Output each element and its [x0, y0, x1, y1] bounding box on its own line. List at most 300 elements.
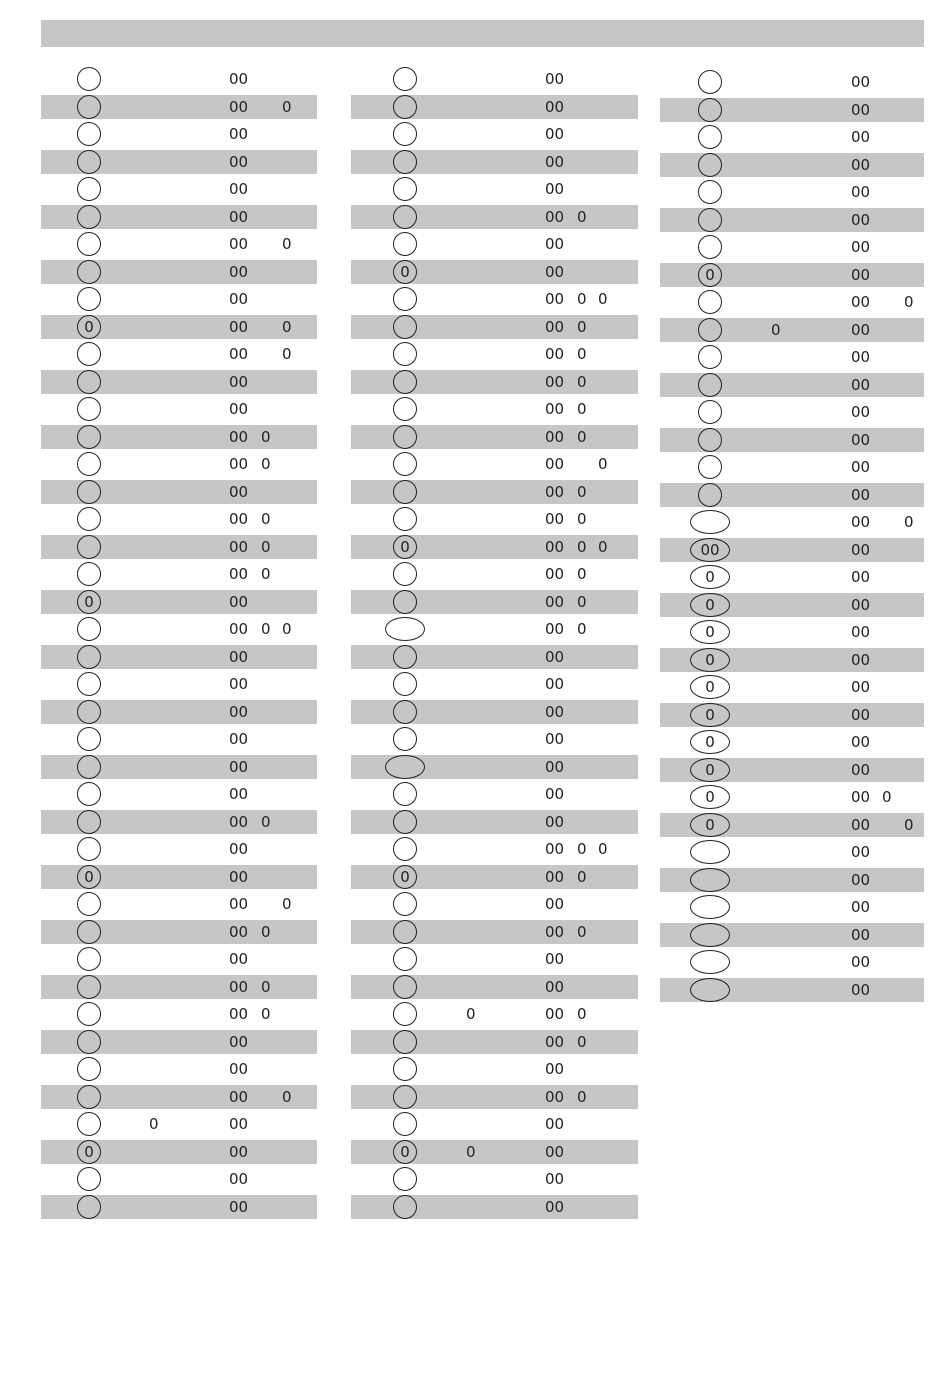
- table-row: [351, 1085, 638, 1110]
- row-code: 00: [545, 867, 565, 886]
- table-row: [660, 703, 924, 728]
- answer-bubble[interactable]: [698, 70, 722, 94]
- answer-bubble[interactable]: [393, 782, 417, 806]
- row-code: 00: [229, 372, 249, 391]
- answer-bubble[interactable]: [393, 205, 417, 229]
- answer-bubble[interactable]: [393, 480, 417, 504]
- row-code: 00: [229, 455, 249, 473]
- table-row: [351, 260, 638, 285]
- extra-mark-1: 0: [577, 867, 587, 886]
- row-code: 00: [545, 647, 565, 666]
- table-row: [41, 315, 317, 340]
- answer-bubble[interactable]: [77, 920, 101, 944]
- answer-bubble[interactable]: [393, 810, 417, 834]
- bubble-label: 0: [705, 265, 715, 284]
- extra-mark-1: 0: [577, 565, 587, 583]
- answer-bubble[interactable]: [393, 1030, 417, 1054]
- answer-bubble[interactable]: [385, 617, 425, 641]
- extra-mark-1: 0: [577, 1032, 587, 1051]
- table-row: [660, 98, 924, 123]
- row-code: 00: [851, 678, 871, 696]
- row-code: 00: [545, 812, 565, 831]
- answer-bubble[interactable]: [698, 428, 722, 452]
- row-code: 00: [545, 1170, 565, 1188]
- answer-bubble[interactable]: [698, 235, 722, 259]
- row-code: 00: [851, 705, 871, 724]
- bubble-label: 0: [84, 867, 94, 886]
- table-row: [351, 507, 638, 532]
- row-code: 00: [229, 1087, 249, 1106]
- answer-bubble[interactable]: [77, 315, 101, 339]
- answer-bubble[interactable]: [77, 535, 101, 559]
- answer-bubble[interactable]: [393, 452, 417, 476]
- answer-bubble[interactable]: [393, 590, 417, 614]
- answer-bubble[interactable]: [698, 290, 722, 314]
- table-row: [660, 400, 924, 425]
- table-row: [660, 593, 924, 618]
- table-row: [41, 480, 317, 505]
- answer-bubble[interactable]: [393, 562, 417, 586]
- answer-bubble[interactable]: [77, 425, 101, 449]
- table-row: [660, 813, 924, 838]
- table-row: [41, 205, 317, 230]
- answer-bubble[interactable]: [393, 67, 417, 91]
- answer-bubble[interactable]: [393, 122, 417, 146]
- table-row: [41, 67, 317, 92]
- row-code: 00: [229, 510, 249, 528]
- answer-bubble[interactable]: [77, 672, 101, 696]
- answer-bubble[interactable]: [393, 370, 417, 394]
- answer-bubble[interactable]: [690, 923, 730, 947]
- answer-bubble[interactable]: [77, 975, 101, 999]
- table-row: [660, 840, 924, 865]
- table-row: [351, 590, 638, 615]
- answer-bubble[interactable]: [77, 287, 101, 311]
- answer-bubble[interactable]: [77, 122, 101, 146]
- answer-bubble[interactable]: [393, 1167, 417, 1191]
- row-code: 00: [545, 757, 565, 776]
- table-row: [41, 232, 317, 257]
- table-row: [660, 318, 924, 343]
- answer-bubble[interactable]: [393, 397, 417, 421]
- extra-mark-2: 0: [598, 840, 608, 858]
- row-code: 00: [851, 183, 871, 201]
- row-code: 00: [851, 540, 871, 559]
- extra-mark-1: 0: [577, 345, 587, 363]
- bubble-label: 0: [705, 678, 715, 696]
- row-code: 00: [229, 840, 249, 858]
- extra-mark-1: 0: [261, 565, 271, 583]
- table-row: [351, 287, 638, 312]
- extra-mark-2: 0: [282, 620, 292, 638]
- row-code: 00: [545, 345, 565, 363]
- answer-bubble[interactable]: [77, 232, 101, 256]
- answer-bubble[interactable]: [77, 837, 101, 861]
- bubble-label: 0: [705, 815, 715, 834]
- table-row: [41, 590, 317, 615]
- row-code: 00: [229, 207, 249, 226]
- answer-bubble[interactable]: [77, 150, 101, 174]
- column-2: [351, 67, 638, 1222]
- row-code: 00: [851, 210, 871, 229]
- table-row: [41, 617, 317, 642]
- answer-bubble[interactable]: [393, 425, 417, 449]
- answer-bubble[interactable]: [77, 370, 101, 394]
- row-code: 00: [229, 125, 249, 143]
- extra-mark-1: 0: [577, 482, 587, 501]
- extra-mark-2: 0: [282, 345, 292, 363]
- answer-bubble[interactable]: [77, 397, 101, 421]
- answer-bubble[interactable]: [77, 95, 101, 119]
- extra-mark-2: 0: [282, 317, 292, 336]
- extra-mark-1: 0: [261, 537, 271, 556]
- table-row: [41, 1030, 317, 1055]
- answer-bubble[interactable]: [690, 703, 730, 727]
- answer-bubble[interactable]: [77, 1030, 101, 1054]
- answer-bubble[interactable]: [77, 645, 101, 669]
- answer-bubble[interactable]: [77, 1085, 101, 1109]
- extra-mark-1: 0: [577, 537, 587, 556]
- answer-bubble[interactable]: [690, 950, 730, 974]
- row-code: 00: [229, 1142, 249, 1161]
- row-code: 00: [851, 265, 871, 284]
- table-row: [351, 1057, 638, 1082]
- row-code: 00: [229, 290, 249, 308]
- answer-bubble[interactable]: [690, 840, 730, 864]
- bubble-label: 0: [84, 317, 94, 336]
- extra-mark-1: 0: [261, 1005, 271, 1023]
- row-code: 00: [229, 1115, 249, 1133]
- table-row: [351, 1030, 638, 1055]
- answer-bubble[interactable]: [393, 1195, 417, 1219]
- answer-bubble[interactable]: [690, 868, 730, 892]
- answer-bubble[interactable]: [393, 892, 417, 916]
- answer-bubble[interactable]: [393, 315, 417, 339]
- table-row: [41, 150, 317, 175]
- row-code: 00: [851, 320, 871, 339]
- answer-bubble[interactable]: [393, 1112, 417, 1136]
- answer-bubble[interactable]: [690, 730, 730, 754]
- answer-bubble[interactable]: [393, 535, 417, 559]
- answer-bubble[interactable]: [393, 837, 417, 861]
- row-code: 00: [851, 815, 871, 834]
- answer-bubble[interactable]: [77, 1002, 101, 1026]
- row-code: 00: [851, 403, 871, 421]
- answer-bubble[interactable]: [698, 455, 722, 479]
- answer-bubble[interactable]: [77, 590, 101, 614]
- answer-bubble[interactable]: [77, 342, 101, 366]
- extra-mark-1: 0: [577, 840, 587, 858]
- answer-bubble[interactable]: [698, 318, 722, 342]
- row-code: 00: [851, 375, 871, 394]
- table-row: [41, 755, 317, 780]
- row-code: 00: [229, 812, 249, 831]
- extra-mark-1: 0: [577, 1087, 587, 1106]
- answer-bubble[interactable]: [77, 67, 101, 91]
- table-row: [41, 342, 317, 367]
- row-code: 00: [545, 510, 565, 528]
- table-row: [41, 1002, 317, 1027]
- table-row: [660, 758, 924, 783]
- row-code: 00: [229, 97, 249, 116]
- row-code: 00: [851, 898, 871, 916]
- answer-bubble[interactable]: [77, 452, 101, 476]
- table-row: [351, 810, 638, 835]
- answer-bubble[interactable]: [690, 675, 730, 699]
- table-row: [41, 562, 317, 587]
- table-row: [660, 538, 924, 563]
- answer-bubble[interactable]: [393, 232, 417, 256]
- answer-bubble[interactable]: [698, 153, 722, 177]
- table-row: [351, 232, 638, 257]
- row-code: 00: [545, 427, 565, 446]
- answer-bubble[interactable]: [690, 785, 730, 809]
- row-code: 00: [851, 293, 871, 311]
- row-code: 00: [545, 180, 565, 198]
- table-row: [41, 535, 317, 560]
- answer-bubble[interactable]: [690, 620, 730, 644]
- answer-bubble[interactable]: [690, 758, 730, 782]
- answer-bubble[interactable]: [698, 373, 722, 397]
- bubble-label: 0: [400, 537, 410, 556]
- row-code: 00: [851, 595, 871, 614]
- table-row: [41, 810, 317, 835]
- answer-bubble[interactable]: [77, 1195, 101, 1219]
- table-row: [660, 290, 924, 315]
- table-row: [660, 978, 924, 1003]
- answer-bubble[interactable]: [77, 617, 101, 641]
- row-code: 00: [229, 867, 249, 886]
- row-code: 00: [229, 922, 249, 941]
- table-row: [351, 1002, 638, 1027]
- extra-mark-1: 0: [577, 290, 587, 308]
- row-code: 00: [229, 1060, 249, 1078]
- answer-bubble[interactable]: [393, 645, 417, 669]
- extra-mark-1: 0: [261, 455, 271, 473]
- mid-mark: 0: [466, 1005, 476, 1023]
- answer-bubble[interactable]: [698, 483, 722, 507]
- table-row: [660, 620, 924, 645]
- answer-bubble[interactable]: [393, 975, 417, 999]
- answer-bubble[interactable]: [393, 727, 417, 751]
- row-code: 00: [545, 620, 565, 638]
- answer-bubble[interactable]: [393, 287, 417, 311]
- answer-bubble[interactable]: [698, 98, 722, 122]
- answer-bubble[interactable]: [393, 1002, 417, 1026]
- row-code: 00: [851, 128, 871, 146]
- row-code: 00: [229, 702, 249, 721]
- extra-mark-1: 0: [261, 977, 271, 996]
- answer-bubble[interactable]: [690, 538, 730, 562]
- answer-bubble[interactable]: [698, 180, 722, 204]
- bubble-label: 0: [400, 1142, 410, 1161]
- table-row: [351, 892, 638, 917]
- table-row: [660, 730, 924, 755]
- row-code: 00: [229, 262, 249, 281]
- row-code: 00: [229, 482, 249, 501]
- answer-bubble[interactable]: [393, 95, 417, 119]
- row-code: 00: [545, 1087, 565, 1106]
- answer-bubble[interactable]: [393, 947, 417, 971]
- extra-mark-1: 0: [577, 427, 587, 446]
- answer-bubble[interactable]: [77, 700, 101, 724]
- table-row: [660, 483, 924, 508]
- row-code: 00: [545, 97, 565, 116]
- answer-bubble[interactable]: [77, 727, 101, 751]
- row-code: 00: [229, 180, 249, 198]
- table-row: [660, 70, 924, 95]
- column-3: [660, 70, 924, 1005]
- row-code: 00: [229, 675, 249, 693]
- table-row: [41, 95, 317, 120]
- table-row: [660, 510, 924, 535]
- row-code: 00: [545, 702, 565, 721]
- table-row: [351, 782, 638, 807]
- row-code: 00: [851, 623, 871, 641]
- table-row: [660, 125, 924, 150]
- table-row: [351, 342, 638, 367]
- table-row: [41, 452, 317, 477]
- answer-bubble[interactable]: [393, 1085, 417, 1109]
- answer-bubble[interactable]: [77, 205, 101, 229]
- answer-bubble[interactable]: [77, 1140, 101, 1164]
- answer-bubble[interactable]: [77, 260, 101, 284]
- answer-bubble[interactable]: [393, 342, 417, 366]
- answer-bubble[interactable]: [698, 208, 722, 232]
- row-code: 00: [545, 895, 565, 913]
- row-code: 00: [229, 977, 249, 996]
- answer-bubble[interactable]: [690, 895, 730, 919]
- answer-bubble[interactable]: [393, 507, 417, 531]
- row-code: 00: [545, 1032, 565, 1051]
- table-row: [41, 260, 317, 285]
- answer-bubble[interactable]: [77, 782, 101, 806]
- table-row: [660, 345, 924, 370]
- column-1: [41, 67, 317, 1222]
- mid-mark: 0: [149, 1115, 159, 1133]
- answer-bubble[interactable]: [393, 1057, 417, 1081]
- table-row: [41, 975, 317, 1000]
- answer-bubble[interactable]: [690, 648, 730, 672]
- table-row: [41, 727, 317, 752]
- answer-bubble[interactable]: [393, 1140, 417, 1164]
- table-row: [351, 617, 638, 642]
- table-row: [351, 920, 638, 945]
- row-code: 00: [545, 482, 565, 501]
- row-code: 00: [851, 348, 871, 366]
- answer-bubble[interactable]: [393, 920, 417, 944]
- answer-bubble[interactable]: [77, 755, 101, 779]
- bubble-label: 0: [705, 623, 715, 641]
- row-code: 00: [545, 317, 565, 336]
- extra-mark-1: 0: [577, 372, 587, 391]
- answer-bubble[interactable]: [690, 510, 730, 534]
- row-code: 00: [545, 290, 565, 308]
- answer-bubble[interactable]: [393, 865, 417, 889]
- answer-bubble[interactable]: [77, 1112, 101, 1136]
- row-code: 00: [229, 1005, 249, 1023]
- row-code: 00: [229, 427, 249, 446]
- table-row: [41, 1140, 317, 1165]
- row-code: 00: [229, 785, 249, 803]
- extra-mark-1: 0: [577, 510, 587, 528]
- table-row: [351, 865, 638, 890]
- answer-bubble[interactable]: [77, 562, 101, 586]
- row-code: 00: [545, 950, 565, 968]
- answer-bubble[interactable]: [690, 593, 730, 617]
- answer-bubble[interactable]: [393, 177, 417, 201]
- row-code: 00: [545, 592, 565, 611]
- row-code: 00: [851, 238, 871, 256]
- answer-bubble[interactable]: [698, 125, 722, 149]
- answer-bubble[interactable]: [77, 810, 101, 834]
- table-row: [351, 452, 638, 477]
- row-code: 00: [229, 620, 249, 638]
- row-code: 00: [545, 152, 565, 171]
- answer-bubble[interactable]: [393, 260, 417, 284]
- table-row: [351, 1112, 638, 1137]
- table-row: [41, 122, 317, 147]
- answer-bubble[interactable]: [77, 947, 101, 971]
- answer-bubble[interactable]: [77, 865, 101, 889]
- answer-bubble[interactable]: [77, 1167, 101, 1191]
- table-row: [351, 672, 638, 697]
- bubble-label: 0: [400, 867, 410, 886]
- table-row: [351, 425, 638, 450]
- row-code: 00: [851, 430, 871, 449]
- answer-bubble[interactable]: [77, 177, 101, 201]
- answer-bubble[interactable]: [393, 700, 417, 724]
- row-code: 00: [545, 70, 565, 88]
- table-row: [660, 868, 924, 893]
- table-row: [41, 1057, 317, 1082]
- row-code: 00: [851, 733, 871, 751]
- table-row: [351, 397, 638, 422]
- answer-bubble[interactable]: [690, 565, 730, 589]
- table-row: [660, 208, 924, 233]
- extra-mark-1: 0: [577, 592, 587, 611]
- answer-bubble[interactable]: [77, 1057, 101, 1081]
- answer-bubble[interactable]: [385, 755, 425, 779]
- extra-mark-1: 0: [577, 922, 587, 941]
- bubble-label: 0: [84, 592, 94, 611]
- table-row: [41, 865, 317, 890]
- row-code: 00: [229, 1197, 249, 1216]
- answer-bubble[interactable]: [690, 813, 730, 837]
- answer-bubble[interactable]: [690, 978, 730, 1002]
- extra-mark-1: 0: [261, 510, 271, 528]
- table-row: [351, 975, 638, 1000]
- extra-mark-1: 0: [261, 427, 271, 446]
- table-row: [660, 263, 924, 288]
- row-code: 00: [851, 925, 871, 944]
- answer-bubble[interactable]: [698, 263, 722, 287]
- row-code: 00: [229, 537, 249, 556]
- answer-bubble[interactable]: [77, 480, 101, 504]
- table-row: [351, 177, 638, 202]
- table-row: [351, 370, 638, 395]
- answer-bubble[interactable]: [77, 507, 101, 531]
- answer-bubble[interactable]: [698, 345, 722, 369]
- answer-bubble[interactable]: [393, 672, 417, 696]
- answer-bubble[interactable]: [393, 150, 417, 174]
- answer-bubble[interactable]: [698, 400, 722, 424]
- table-row: [41, 1112, 317, 1137]
- table-row: [351, 1167, 638, 1192]
- row-code: 00: [545, 1115, 565, 1133]
- answer-bubble[interactable]: [77, 892, 101, 916]
- table-row: [41, 425, 317, 450]
